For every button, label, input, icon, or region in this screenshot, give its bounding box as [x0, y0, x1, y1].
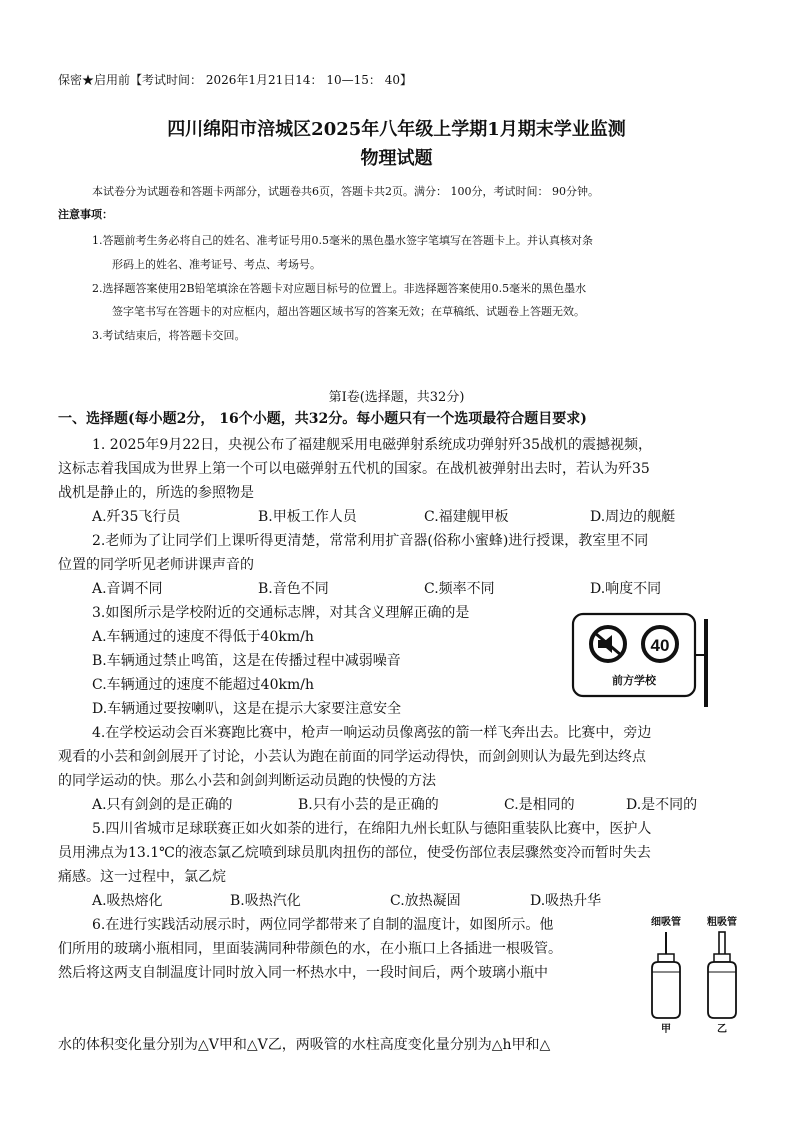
q1-line-3: 战机是静止的，所选的参照物是: [58, 485, 254, 501]
notice-item-1-line-1: 1.答题前考生务必将自己的姓名、准考证号用0.5毫米的黑色墨水签字笔填写在答题卡上。并认真核对条: [92, 234, 593, 247]
q6-line-3: 然后将这两支自制温度计同时放入同一杯热水中，一段时间后，两个玻璃小瓶中: [58, 965, 548, 981]
q4-option-a: A.只有剑剑的是正确的: [92, 797, 233, 813]
q3-option-c: C.车辆通过的速度不能超过40km/h: [92, 677, 314, 693]
speed-limit-value: 40: [650, 636, 670, 655]
q3-line-1: 3.如图所示是学校附近的交通标志牌，对其含义理解正确的是: [92, 605, 470, 621]
q5-option-a: A.吸热熔化: [92, 893, 163, 909]
sign-school-text: 前方学校: [612, 674, 656, 687]
traffic-sign-figure: [570, 611, 710, 711]
exam-subtitle: 物理试题: [360, 148, 433, 169]
notice-heading: 注意事项：: [58, 208, 113, 221]
thermometer-figure: [638, 912, 750, 1036]
q5-line-1: 5.四川省城市足球联赛正如火如荼的进行，在绵阳九州长虹队与德阳重装队比赛中，医护人: [92, 821, 652, 837]
notice-item-2-line-2: 签字笔书写在答题卡的对应框内，超出答题区域书写的答案无效；在草稿纸、试题卷上答题无效。: [112, 305, 585, 318]
q5-line-2: 员用沸点为13.1℃的液态氯乙烷喷到球员肌肉扭伤的部位，使受伤部位表层骤然变冷而暂时失去: [58, 845, 651, 861]
q5-line-3: 痛感。这一过程中，氯乙烷: [58, 869, 226, 885]
q3-option-b: B.车辆通过禁止鸣笛，这是在传播过程中减弱噪音: [92, 653, 401, 669]
q1-line-2: 这标志着我国成为世界上第一个可以电磁弹射五代机的国家。在战机被弹射出去时，若认为歼35: [58, 461, 650, 477]
bottle-jia-label: 甲: [661, 1024, 671, 1035]
q4-option-c: C.是相同的: [504, 797, 575, 813]
q1-line-1: 1. 2025年9月22日，央视公布了福建舰采用电磁弹射系统成功弹射歼35战机的震撼视频，: [92, 437, 652, 453]
q2-line-1: 2.老师为了让同学们上课听得更清楚，常常利用扩音器(俗称小蜜蜂)进行授课，教室里不同: [92, 533, 649, 549]
q2-option-b: B.音色不同: [258, 581, 329, 597]
q1-option-a: A.歼35飞行员: [92, 509, 181, 525]
q4-option-b: B.只有小芸的是正确的: [298, 797, 439, 813]
part1-heading: 一、选择题(每小题2分， 16个小题，共32分。每小题只有一个选项最符合题目要求): [58, 411, 587, 427]
q2-option-a: A.音调不同: [92, 581, 163, 597]
exam-title: 四川绵阳市涪城区2025年八年级上学期1月期末学业监测: [167, 119, 626, 140]
q5-option-c: C.放热凝固: [390, 893, 461, 909]
q1-option-b: B.甲板工作人员: [258, 509, 357, 525]
notice-item-2-line-1: 2.选择题答案使用2B铅笔填涂在答题卡对应题目标号的位置上。非选择题答案使用0.5毫米的黑色墨水: [92, 282, 587, 295]
q6-line-1: 6.在进行实践活动展示时，两位同学都带来了自制的温度计，如图所示。他: [92, 917, 554, 933]
q4-line-1: 4.在学校运动会百米赛跑比赛中，枪声一响运动员像离弦的箭一样飞奔出去。比赛中，旁边: [92, 725, 652, 741]
intro-text: 本试卷分为试题卷和答题卡两部分，试题卷共6页，答题卡共2页。满分： 100分，考试时间： 90分钟。: [92, 185, 599, 198]
q3-option-a: A.车辆通过的速度不得低于40km/h: [92, 629, 314, 645]
q2-line-2: 位置的同学听见老师讲课声音的: [58, 557, 254, 573]
q3-option-d: D.车辆通过要按喇叭，这是在提示大家要注意安全: [92, 701, 402, 717]
thick-straw-label: 粗吸管: [707, 917, 737, 928]
q2-option-d: D.响度不同: [590, 581, 662, 597]
volume-heading: 第Ⅰ卷(选择题，共32分): [328, 390, 465, 405]
q4-option-d: D.是不同的: [626, 797, 698, 813]
bottle-yi-label: 乙: [717, 1024, 727, 1035]
thin-straw-label: 细吸管: [651, 917, 681, 928]
q4-line-2: 观看的小芸和剑剑展开了讨论，小芸认为跑在前面的同学运动得快，而剑剑则认为最先到达终点: [58, 749, 646, 765]
notice-item-3: 3.考试结束后，将答题卡交回。: [92, 329, 246, 342]
q4-line-3: 的同学运动的快。那么小芸和剑剑判断运动员跑的快慢的方法: [58, 773, 436, 789]
q5-option-d: D.吸热升华: [530, 893, 602, 909]
notice-item-1-line-2: 形码上的姓名、准考证号、考点、考场号。: [112, 258, 321, 271]
q6-line-4: 水的体积变化量分别为△V甲和△V乙，两吸管的水柱高度变化量分别为△h甲和△: [58, 1037, 551, 1053]
q2-option-c: C.频率不同: [424, 581, 495, 597]
q5-option-b: B.吸热汽化: [230, 893, 301, 909]
q1-option-c: C.福建舰甲板: [424, 509, 509, 525]
traffic-sign-icon: [570, 611, 710, 711]
q6-line-2: 们所用的玻璃小瓶相同，里面装满同种带颜色的水，在小瓶口上各插进一根吸管。: [58, 941, 562, 957]
confidential-header: 保密★启用前【考试时间： 2026年1月21日14： 10—15： 40】: [58, 73, 412, 87]
thermometer-diagram-icon: [638, 912, 750, 1036]
q1-option-d: D.周边的舰艇: [590, 509, 676, 525]
